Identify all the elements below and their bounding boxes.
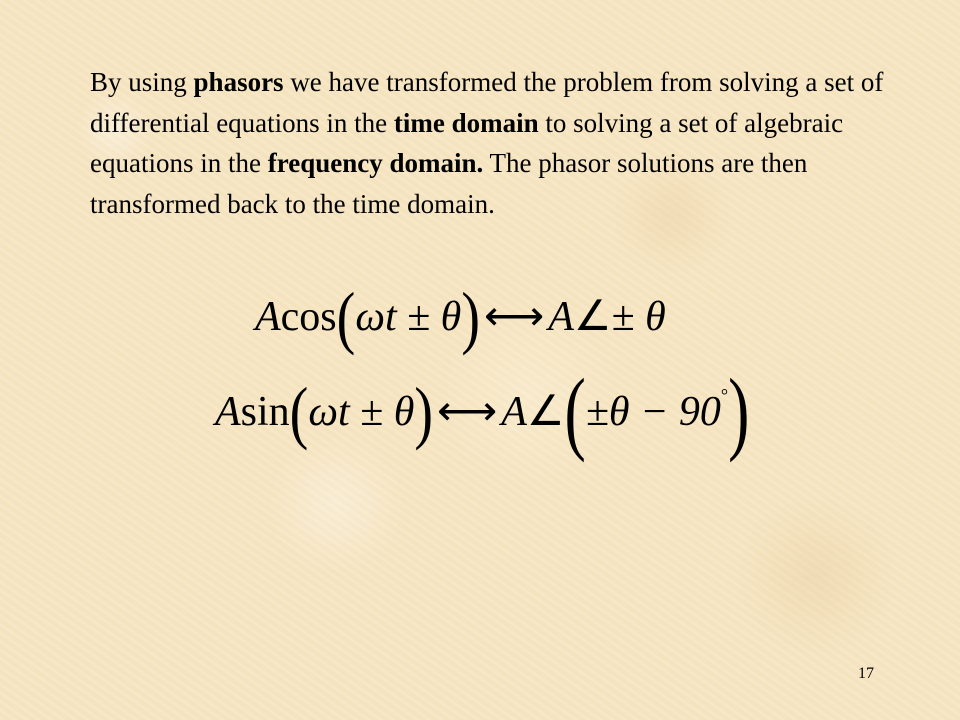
equation-sin-phasor [215,359,750,463]
equation-cos-phasor [255,279,666,357]
bold-frequency-domain: frequency domain. [267,148,484,178]
amplitude-symbol: A [548,294,574,340]
text-run: we have transformed the problem from solving a set of differential equations in the [90,67,884,138]
double-arrow-icon: ⟷ [483,294,545,340]
open-paren: ( [336,279,356,357]
argument: ωt ± θ [308,389,415,435]
argument: ωt ± θ [355,294,462,340]
open-paren: ( [564,359,586,463]
open-paren: ( [289,374,309,452]
close-paren: ) [728,359,750,463]
angle-icon: ∠ [573,294,612,340]
double-arrow-icon: ⟷ [437,389,498,435]
amplitude-symbol: A [255,294,281,340]
text-run: The phasor solutions are then transformed back to the time domain. [90,148,808,219]
body-paragraph [90,62,890,224]
function-name: sin [240,389,290,435]
page-number: 17 [858,665,874,682]
amplitude-symbol: A [215,389,241,435]
close-paren: ) [461,279,480,357]
text-run: By using [90,67,194,97]
bold-time-domain: time domain [393,107,539,138]
text-run: to solving a set of algebraic equations in the [90,107,844,178]
close-paren: ) [414,374,433,452]
bold-phasors: phasors [193,67,284,97]
phase-argument: ± θ [611,294,666,340]
function-name: cos [280,294,337,340]
angle-icon: ∠ [526,389,565,435]
amplitude-symbol: A [501,389,527,435]
degree-symbol: ° [720,385,729,405]
phase-argument: ±θ − 90 [585,389,721,435]
